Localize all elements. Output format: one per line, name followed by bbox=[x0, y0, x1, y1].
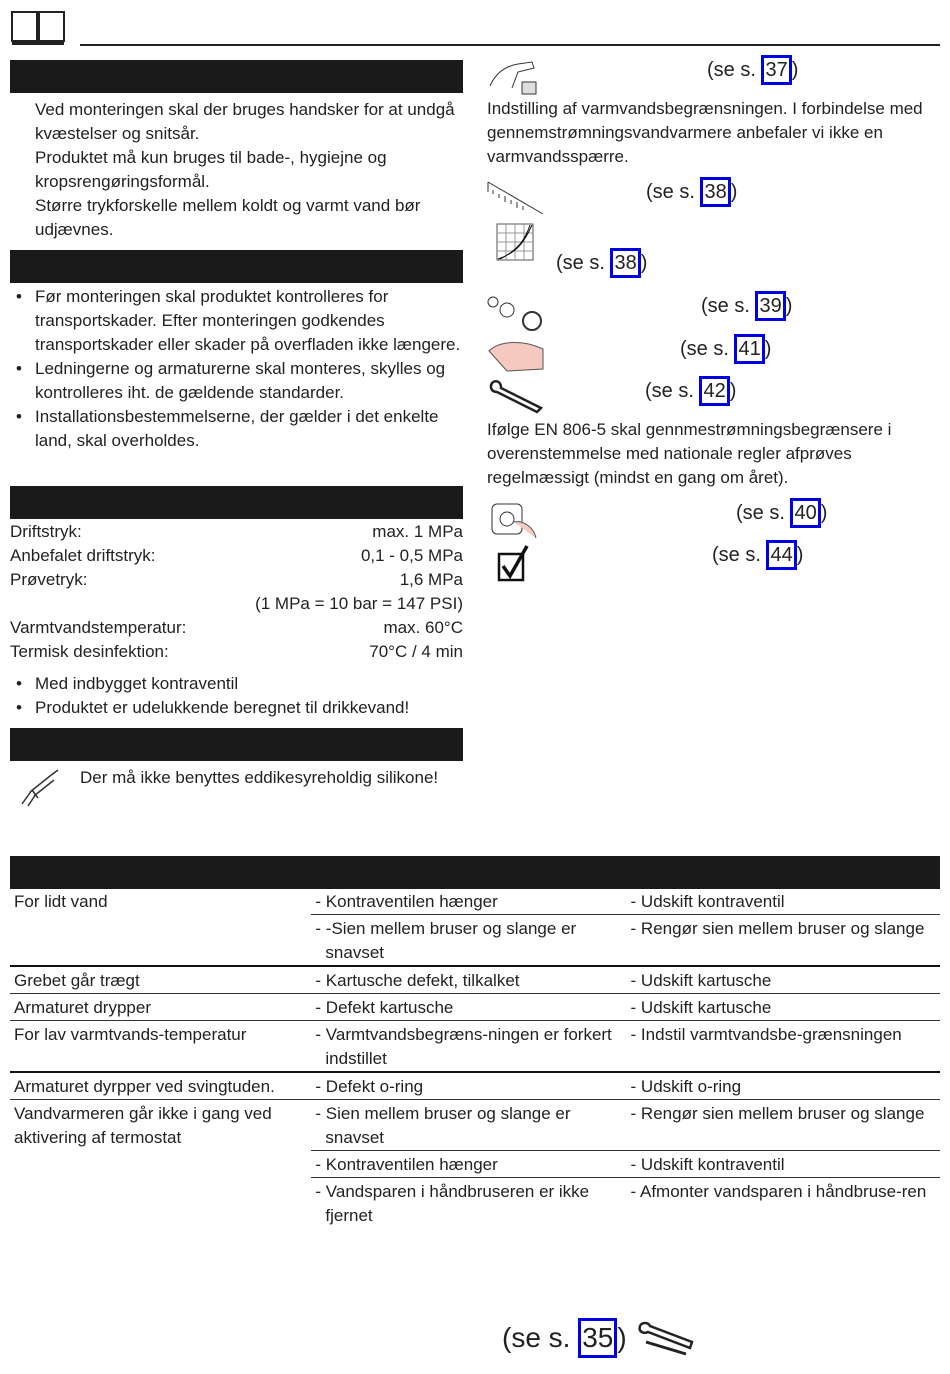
fix-cell: - Udskift kartusche bbox=[627, 994, 940, 1021]
spec-row bbox=[10, 568, 463, 592]
table-row bbox=[10, 888, 940, 915]
silicone-gun-icon bbox=[18, 768, 60, 808]
spec-row bbox=[10, 520, 463, 544]
spec-value: max. 1 MPa bbox=[372, 522, 463, 541]
list-item: • Produktet er udelukkende beregnet til drikkevand! bbox=[10, 696, 463, 720]
problem-cell: For lidt vand bbox=[10, 888, 311, 966]
section-bar-troubleshooting bbox=[10, 856, 940, 889]
problem-cell: Grebet går trægt bbox=[10, 966, 311, 994]
page-link[interactable]: 38 bbox=[610, 248, 640, 278]
wrench-icon bbox=[487, 378, 545, 416]
checkbox-checked-icon bbox=[497, 544, 531, 582]
spec-label: Termisk desinfektion: bbox=[10, 642, 169, 661]
safety-line: Ved monteringen skal der bruges handsker for at undgå kvæstelser og snitsår. bbox=[35, 100, 455, 143]
fix-cell: - Udskift kontraventil bbox=[627, 1151, 940, 1178]
spec-row bbox=[10, 592, 463, 616]
spec-row bbox=[10, 544, 463, 568]
page-link[interactable]: 44 bbox=[766, 540, 796, 570]
table-row bbox=[10, 994, 940, 1021]
section-bar-safety bbox=[10, 60, 463, 93]
page-ref: (se s. 38 ) bbox=[646, 177, 737, 207]
page-link[interactable]: 38 bbox=[700, 177, 730, 207]
page-ref: (se s. 44 ) bbox=[712, 540, 803, 570]
safety-line: Større trykforskelle mellem koldt og varmt vand bør udjævnes. bbox=[35, 196, 421, 239]
section-bar-installation bbox=[10, 250, 463, 283]
temp-limit-text: Indstilling af varmvandsbegrænsningen. I forbindelse med gennemstrømningsvandvarmere anbefaler vi ikke en varmvandsspærre. bbox=[487, 99, 923, 166]
spec-label: Varmtvandstemperatur: bbox=[10, 618, 187, 637]
silicone-note: Der må ikke benyttes eddikesyreholdig silikone! bbox=[80, 768, 439, 787]
cause-cell: - Vandsparen i håndbruseren er ikke fjernet bbox=[315, 1182, 590, 1225]
problem-cell: Armaturet drypper bbox=[10, 994, 311, 1021]
fix-cell: - Udskift kartusche bbox=[627, 966, 940, 994]
troubleshooting-table bbox=[10, 888, 940, 1228]
cleaning-hand-icon bbox=[487, 337, 545, 373]
section-bar-silicone bbox=[10, 728, 463, 761]
installation-list bbox=[10, 285, 465, 453]
en806-text: Ifølge EN 806-5 skal gennmestrømningsbegrænsere i overenstemmelse med nationale regler afprøves regelmæssigt (mindst en gang om året). bbox=[487, 420, 892, 487]
fix-cell: - Rengør sien mellem bruser og slange bbox=[627, 1100, 940, 1151]
problem-cell: Armaturet dyrpper ved svingtuden. bbox=[10, 1072, 311, 1100]
cause-cell: - -Sien mellem bruser og slange er snavset bbox=[311, 915, 626, 967]
spec-row bbox=[10, 640, 463, 664]
cause-cell: - Defekt o-ring bbox=[311, 1072, 626, 1100]
spec-label: Driftstryk: bbox=[10, 522, 82, 541]
tools-icon bbox=[636, 1320, 694, 1356]
hand-tap-icon bbox=[490, 500, 538, 540]
spec-value: 0,1 - 0,5 MPa bbox=[360, 546, 463, 565]
problem-cell: For lav varmtvands-temperatur bbox=[10, 1021, 311, 1073]
list-item: • Med indbygget kontraventil bbox=[10, 672, 463, 696]
cause-cell: - Defekt kartusche bbox=[311, 994, 626, 1021]
page-link[interactable]: 42 bbox=[699, 376, 729, 406]
book-icon bbox=[11, 11, 66, 47]
page-ref: (se s. 37 ) bbox=[707, 55, 798, 85]
cause-cell: - Kontraventilen hænger bbox=[311, 888, 626, 915]
specs-table bbox=[10, 520, 463, 720]
table-row bbox=[10, 1100, 940, 1151]
cause-cell: - Kartusche defekt, tilkalket bbox=[311, 966, 626, 994]
page-link[interactable]: 41 bbox=[734, 334, 764, 364]
spec-value: max. 60°C bbox=[383, 618, 463, 637]
section-bar-specs bbox=[10, 486, 463, 519]
table-row bbox=[10, 1021, 940, 1073]
fix-cell: - Rengør sien mellem bruser og slange bbox=[627, 915, 940, 967]
spec-value: 70°C / 4 min bbox=[369, 642, 463, 661]
page-ref: (se s. 39 ) bbox=[701, 291, 792, 321]
list-item: • Ledningerne og armaturerne skal monteres, skylles og kontrolleres iht. de gældende standarder. bbox=[10, 357, 465, 405]
fix-cell: - Udskift kontraventil bbox=[627, 888, 940, 915]
page-link[interactable]: 35 bbox=[578, 1318, 617, 1358]
spec-row bbox=[10, 616, 463, 640]
safety-text bbox=[35, 98, 455, 242]
spec-label: Anbefalet driftstryk: bbox=[10, 546, 156, 565]
fix-cell: - Indstil varmtvandsbe-grænsningen bbox=[627, 1021, 940, 1073]
problem-cell: Vandvarmeren går ikke i gang ved aktivering af termostat bbox=[14, 1104, 272, 1147]
spec-value: 1,6 MPa bbox=[399, 570, 463, 589]
safety-line: Produktet må kun bruges til bade-, hygiejne og kropsrengøringsformål. bbox=[35, 148, 387, 191]
cause-cell: - Varmtvandsbegræns-ningen er forkert indstillet bbox=[311, 1021, 626, 1073]
table-row bbox=[10, 966, 940, 994]
table-row bbox=[10, 1072, 940, 1100]
ruler-icon bbox=[487, 180, 545, 216]
fix-cell: - Udskift o-ring bbox=[627, 1072, 940, 1100]
header-rule bbox=[80, 44, 940, 46]
bottom-page-ref: (se s. 35 ) bbox=[502, 1318, 627, 1358]
page-link[interactable]: 40 bbox=[790, 498, 820, 528]
fix-cell: - Afmonter vandsparen i håndbruse-ren bbox=[630, 1182, 927, 1201]
page-ref: (se s. 40 ) bbox=[736, 498, 827, 528]
spec-value: (1 MPa = 10 bar = 147 PSI) bbox=[255, 594, 463, 613]
cause-cell: - Kontraventilen hænger bbox=[311, 1151, 626, 1178]
flow-chart-icon bbox=[496, 223, 534, 261]
list-item: • Før monteringen skal produktet kontrolleres for transportskader. Efter monteringen godkendes transportskader eller skader på overfladen ikke længere. bbox=[10, 285, 465, 357]
spec-label: Prøvetryk: bbox=[10, 570, 88, 589]
page-ref: (se s. 42 ) bbox=[645, 376, 736, 406]
page-ref: (se s. 41 ) bbox=[680, 334, 771, 364]
page-link[interactable]: 37 bbox=[761, 55, 791, 85]
page-link[interactable]: 39 bbox=[755, 291, 785, 321]
thermostat-hand-icon bbox=[488, 58, 538, 96]
cause-cell: - Sien mellem bruser og slange er snavset bbox=[311, 1100, 626, 1151]
page-ref: (se s. 38 ) bbox=[556, 248, 647, 278]
list-item: • Installationsbestemmelserne, der gælder i det enkelte land, skal overholdes. bbox=[10, 405, 465, 453]
check-valve-parts-icon bbox=[487, 294, 545, 332]
